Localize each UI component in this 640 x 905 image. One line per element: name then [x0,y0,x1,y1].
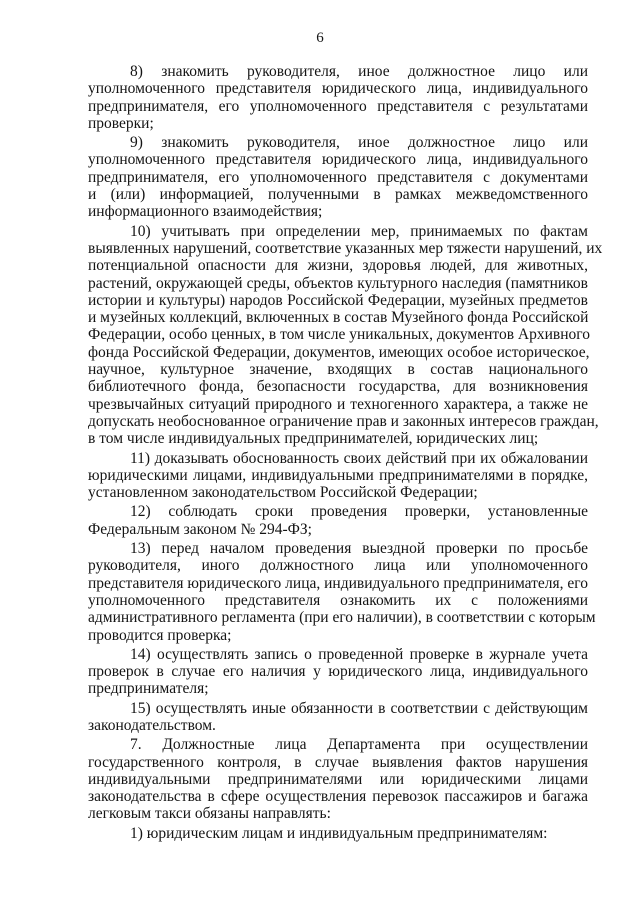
text-line: проверок в случае его наличия у юридического лица, индивидуального [88,663,588,681]
text-line: и (или) информацией, полученными в рамках межведомственного [88,186,588,204]
document-body [88,63,603,842]
text-line: допускать необоснованное ограничение прав и законных интересов граждан, [88,412,599,430]
text-line: 13) перед началом проведения выездной проверки по просьбе [130,540,588,558]
text-line: Федеральным законом № 294-ФЗ; [88,520,312,538]
text-line: Федерации, особо ценных, в том числе уникальных, документов Архивного [88,326,590,344]
text-line: 8) знакомить руководителя, иное должностное лицо или [130,63,588,80]
text-line: представителя юридического лица, индивидуального предпринимателя, его [88,574,588,592]
text-line: 11) доказывать обоснованность своих действий при их обжаловании [130,449,588,467]
text-line: проводится проверка; [88,626,232,644]
text-line: 14) осуществлять запись о проведенной проверке в журнале учета [130,645,588,663]
text-line: предпринимателя; [88,680,209,698]
text-line: чрезвычайных ситуаций природного и техногенного характера, а также не [88,395,588,413]
text-line: предпринимателя, его уполномоченного представителя с результатами [88,97,588,115]
text-line: фонда Российской Федерации, документов, имеющих особое историческое, [88,343,590,361]
text-line: 9) знакомить руководителя, иное должностное лицо или [130,134,588,152]
text-line: государственного контроля, в случае выявления фактов нарушения [88,753,588,771]
text-line: индивидуальными предпринимателями или юридическими лицами [88,770,588,788]
text-line: юридическими лицами, индивидуальными предпринимателями в порядке, [88,466,588,484]
text-line: административного регламента (при его наличии), в соответствии с которым [88,609,596,627]
text-line: уполномоченного представителя юридического лица, индивидуального [88,151,588,169]
text-line: 10) учитывать при определении мер, принимаемых по фактам [130,222,588,240]
text-line: руководителя, иного должностного лица или уполномоченного [88,557,588,575]
text-line: 12) соблюдать сроки проведения проверки, установленные [130,503,588,521]
text-line: растений, окружающей среды, объектов культурного наследия (памятников [88,274,588,292]
text-line: информационного взаимодействия; [88,203,323,221]
text-line: в том числе индивидуальных предпринимателей, юридических лиц; [88,430,539,448]
text-line: установленном законодательством Российской Федерации; [88,484,478,502]
text-line: законодательством. [88,716,216,734]
text-line: выявленных нарушений, соответствие указанных мер тяжести нарушений, их [88,239,603,257]
text-line: проверки; [88,114,154,132]
text-line: научное, культурное значение, входящих в состав национального [88,361,588,379]
text-line: легковым такси обязаны направлять: [88,805,331,823]
text-line: библиотечного фонда, безопасности государства, для возникновения [88,378,588,396]
text-line: уполномоченного представителя ознакомить их с положениями [88,591,588,609]
text-line: и музейных коллекций, включенных в состав Музейного фонда Российской [88,309,589,327]
text-line: 15) осуществлять иные обязанности в соответствии с действующим [130,699,588,717]
page-number: 6 [316,30,324,46]
text-line: 1) юридическим лицам и индивидуальным предпринимателям: [130,824,548,842]
text-line: предпринимателя, его уполномоченного представителя с документами [88,168,588,186]
text-line: потенциальной опасности для жизни, здоровья людей, для животных, [88,257,588,275]
text-line: истории и культуры) народов Российской Федерации, музейных предметов [88,291,588,309]
text-line: законодательства в сфере осуществления перевозок пассажиров и багажа [88,788,588,806]
text-line: 7. Должностные лица Департамента при осуществлении [130,736,588,754]
text-line: уполномоченного представителя юридического лица, индивидуального [88,80,588,98]
